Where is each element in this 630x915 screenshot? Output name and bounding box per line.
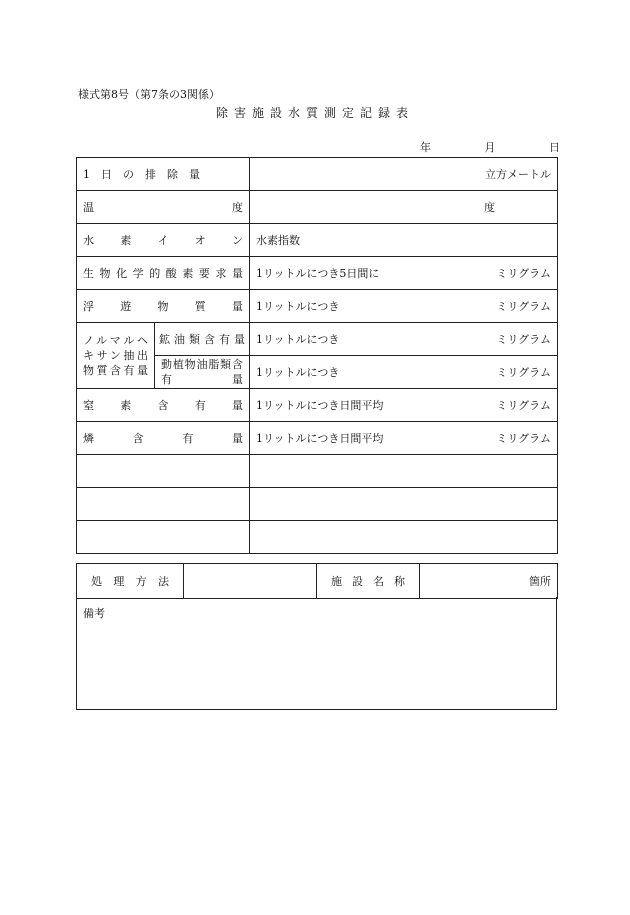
table-row [77, 564, 558, 599]
blank-value-cell[interactable] [250, 521, 558, 554]
table-row [77, 257, 558, 290]
nitrogen-note: 1リットルにつき日間平均 [256, 399, 384, 412]
hydrogen-ion-note: 水素指数 [256, 234, 300, 247]
suspended-solids-value-cell[interactable] [250, 290, 558, 323]
row-label-daily-discharge: 1 日 の 排 除 量 [77, 158, 250, 191]
date-month-label: 月 [484, 141, 496, 154]
table-row [77, 323, 558, 356]
facility-count-cell[interactable] [420, 564, 558, 599]
row-label-nitrogen: 窒素含有量 [77, 389, 250, 422]
facility-count-unit: 箇所 [529, 575, 551, 588]
form-number: 様式第8号（第7条の3関係） [78, 88, 220, 101]
blank-label-cell[interactable] [77, 488, 250, 521]
suspended-solids-note: 1リットルにつき [256, 300, 340, 313]
table-row [77, 191, 558, 224]
date-line [420, 139, 560, 155]
mineral-oil-unit: ミリグラム [496, 333, 551, 346]
treatment-method-value-cell[interactable] [184, 564, 317, 599]
treatment-method-label: 処理方法 [77, 564, 184, 599]
animal-plant-oil-value-cell[interactable] [250, 356, 558, 389]
table-row [77, 455, 558, 488]
table-row [77, 389, 558, 422]
blank-value-cell[interactable] [250, 455, 558, 488]
hydrogen-ion-value-cell[interactable] [250, 224, 558, 257]
facility-table [76, 563, 558, 599]
table-row [77, 290, 558, 323]
blank-label-cell[interactable] [77, 455, 250, 488]
table-row [77, 158, 558, 191]
document-title: 除害施設水質測定記録表 [215, 106, 414, 120]
row-label-temperature: 温度 [77, 191, 250, 224]
daily-discharge-value-cell[interactable] [250, 158, 558, 191]
mineral-oil-value-cell[interactable] [250, 323, 558, 356]
date-year-label: 年 [420, 141, 431, 154]
mineral-oil-note: 1リットルにつき [256, 333, 340, 346]
phosphorus-unit: ミリグラム [496, 432, 551, 445]
remarks-box[interactable] [76, 597, 557, 710]
row-label-suspended-solids: 浮遊物質量 [77, 290, 250, 323]
animal-plant-oil-unit: ミリグラム [496, 366, 551, 379]
daily-discharge-unit: 立方メートル [485, 168, 551, 181]
table-row [77, 422, 558, 455]
bod-unit: ミリグラム [496, 267, 551, 280]
table-row [77, 488, 558, 521]
temperature-unit: 度 [484, 201, 495, 214]
blank-label-cell[interactable] [77, 521, 250, 554]
date-day-label: 日 [549, 141, 560, 154]
row-label-animal-plant-oil: 動植物油脂類含有量 [155, 356, 250, 389]
table-row [77, 521, 558, 554]
row-label-mineral-oil: 鉱油類含有量 [155, 323, 250, 356]
measurement-table [76, 157, 558, 554]
blank-value-cell[interactable] [250, 488, 558, 521]
phosphorus-note: 1リットルにつき日間平均 [256, 432, 384, 445]
nitrogen-unit: ミリグラム [496, 399, 551, 412]
remarks-label: 備考 [83, 607, 105, 620]
suspended-solids-unit: ミリグラム [496, 300, 551, 313]
phosphorus-value-cell[interactable] [250, 422, 558, 455]
facility-name-label: 施設名称 [317, 564, 420, 599]
animal-plant-oil-note: 1リットルにつき [256, 366, 340, 379]
bod-note: 1リットルにつき5日間に [256, 267, 380, 280]
row-label-hydrogen-ion: 水素イオン [77, 224, 250, 257]
row-label-phosphorus: 燐含有量 [77, 422, 250, 455]
nitrogen-value-cell[interactable] [250, 389, 558, 422]
temperature-value-cell[interactable] [250, 191, 558, 224]
bod-value-cell[interactable] [250, 257, 558, 290]
row-label-bod: 生物化学的酸素要求量 [77, 257, 250, 290]
row-label-n-hexane: ノルマルヘキサン抽出物質含有量 [77, 323, 155, 389]
table-row [77, 224, 558, 257]
